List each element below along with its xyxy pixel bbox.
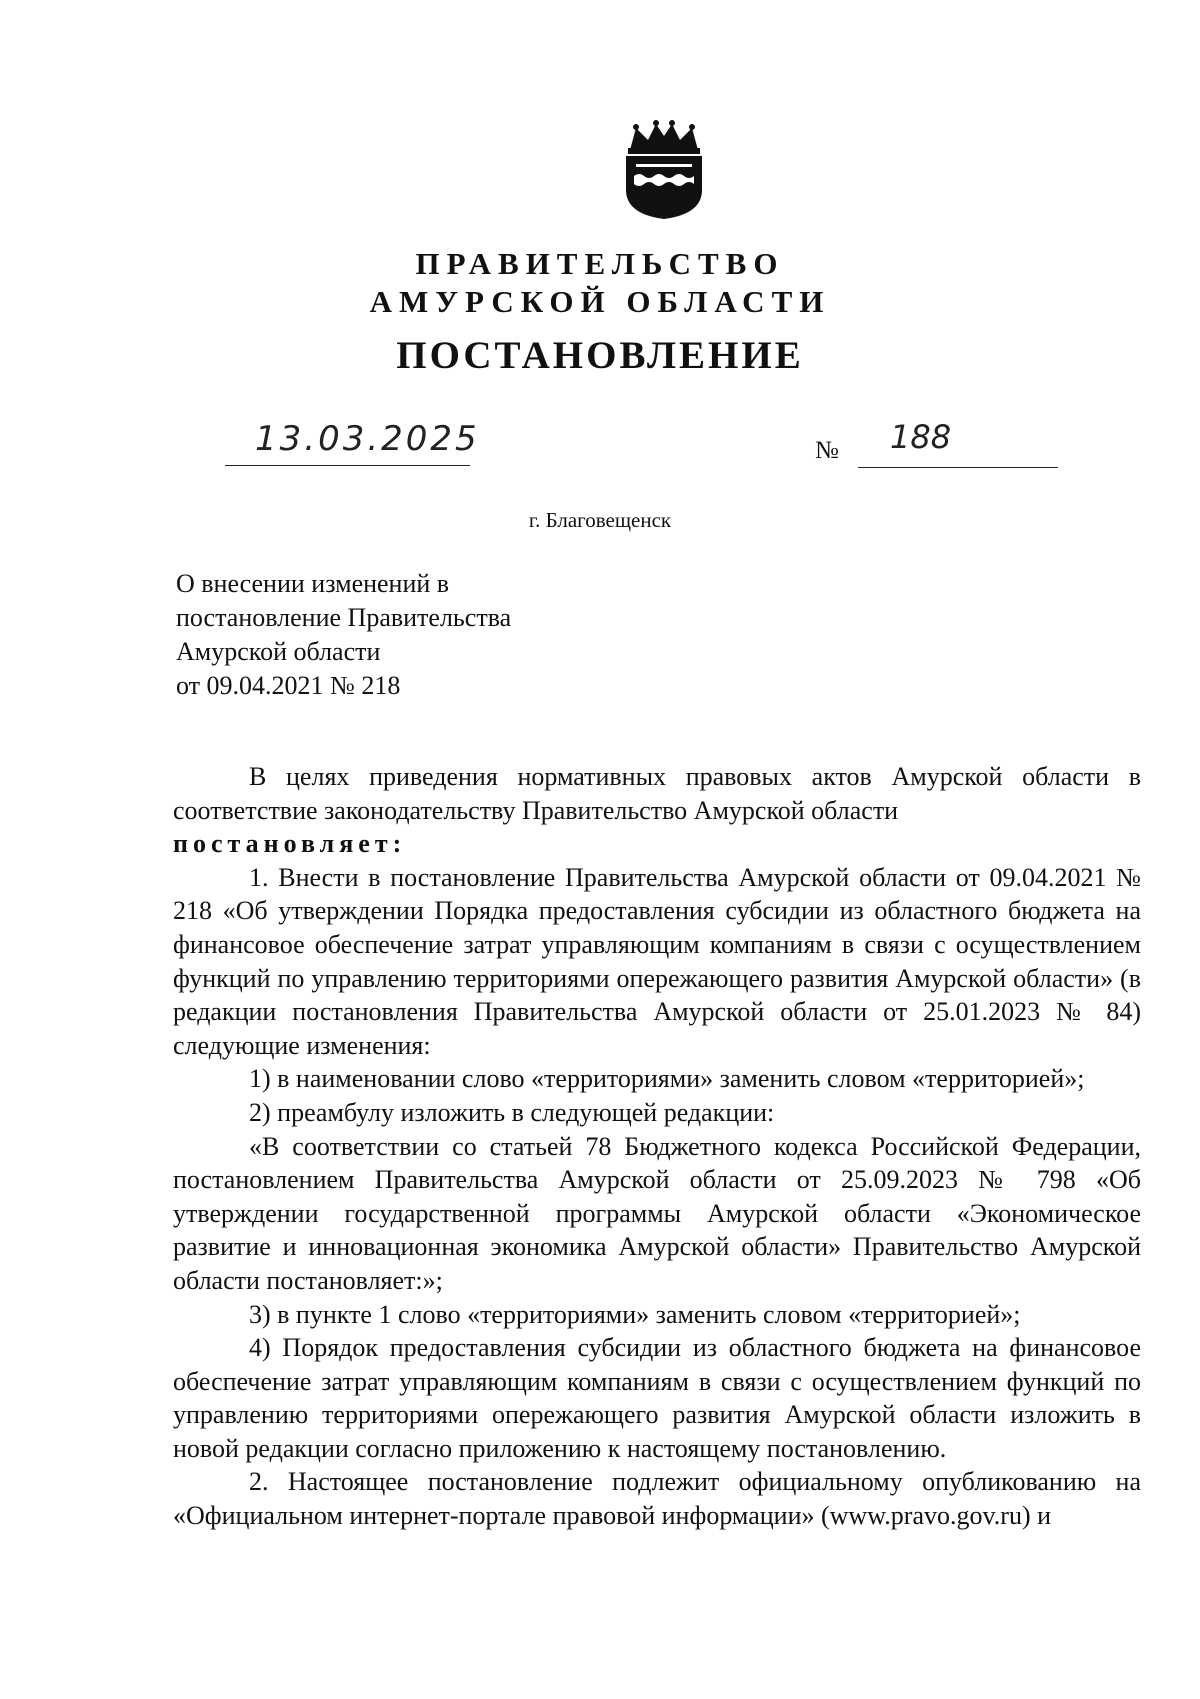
city-line: г. Благовещенск [528,508,672,532]
subject-block [176,567,511,703]
government-name-line2: АМУРСКОЙ ОБЛАСТИ [369,284,831,319]
government-name-line1: ПРАВИТЕЛЬСТВО [415,246,785,281]
subitem-2-quote-paragraph: «В соответствии со статьей 78 Бюджетного кодекса Российской Федерации, постановлением Правительства Амурской области от 25.09.2023 № 798 «Об утверждении государственной программы Амурской области «Экономическое развитие и инновационная экономика Амурской области» Правительство Амурской области постановляет:»; [173,1131,1141,1295]
subitem-3-paragraph: 3) в пункте 1 слово «территориями» заменить словом «территорией»; [249,1299,1021,1329]
coat-of-arms-icon [622,120,706,220]
number-underline [858,467,1058,468]
handwritten-date: 13.03.2025 [255,419,480,459]
subject-line: постановление Правительства [176,603,512,632]
date-underline [225,465,470,466]
document-type-title: ПОСТАНОВЛЕНИЕ [396,334,804,377]
handwritten-number: 188 [890,418,952,456]
preamble-paragraph: В целях приведения нормативных правовых актов Амурской области в соответствие законодательству Правительство Амурской области [173,762,1141,825]
item-2-paragraph: 2. Настоящее постановление подлежит официальному опубликованию на «Официальном интернет-портале правовой информации» (www.pravo.gov.ru) и [173,1467,1141,1531]
subject-line: О внесении изменений в [176,569,450,598]
subitem-4-paragraph: 4) Порядок предоставления субсидии из областного бюджета на финансовое обеспечение затрат управляющим компаниям в связи с осуществлением функций по управлению территориями опережающего развития Амурской области изложить в новой редакции согласно приложению к настоящему постановлению. [173,1333,1141,1463]
subject-line: от 09.04.2021 № 218 [176,671,401,700]
number-sign: № [815,437,839,464]
document-body [173,760,1141,1533]
resolves-word: постановляет: [173,829,407,859]
date-field [225,419,480,465]
subitem-1-paragraph: 1) в наименовании слово «территориями» заменить словом «территорией»; [249,1064,1085,1094]
subitem-2-paragraph: 2) преамбулу изложить в следующей редакции: [249,1097,775,1127]
subject-line: Амурской области [176,637,381,666]
item-1-paragraph: 1. Внести в постановление Правительства Амурской области от 09.04.2021 № 218 «Об утверждении Порядка предоставления субсидии из областного бюджета на финансовое обеспечение затрат управляющим компаниям в связи с осуществлением функций по управлению территориями опережающего развития Амурской области» (в редакции постановления Правительства Амурской области от 25.01.2023 № 84) следующие изменения: [173,862,1141,1060]
